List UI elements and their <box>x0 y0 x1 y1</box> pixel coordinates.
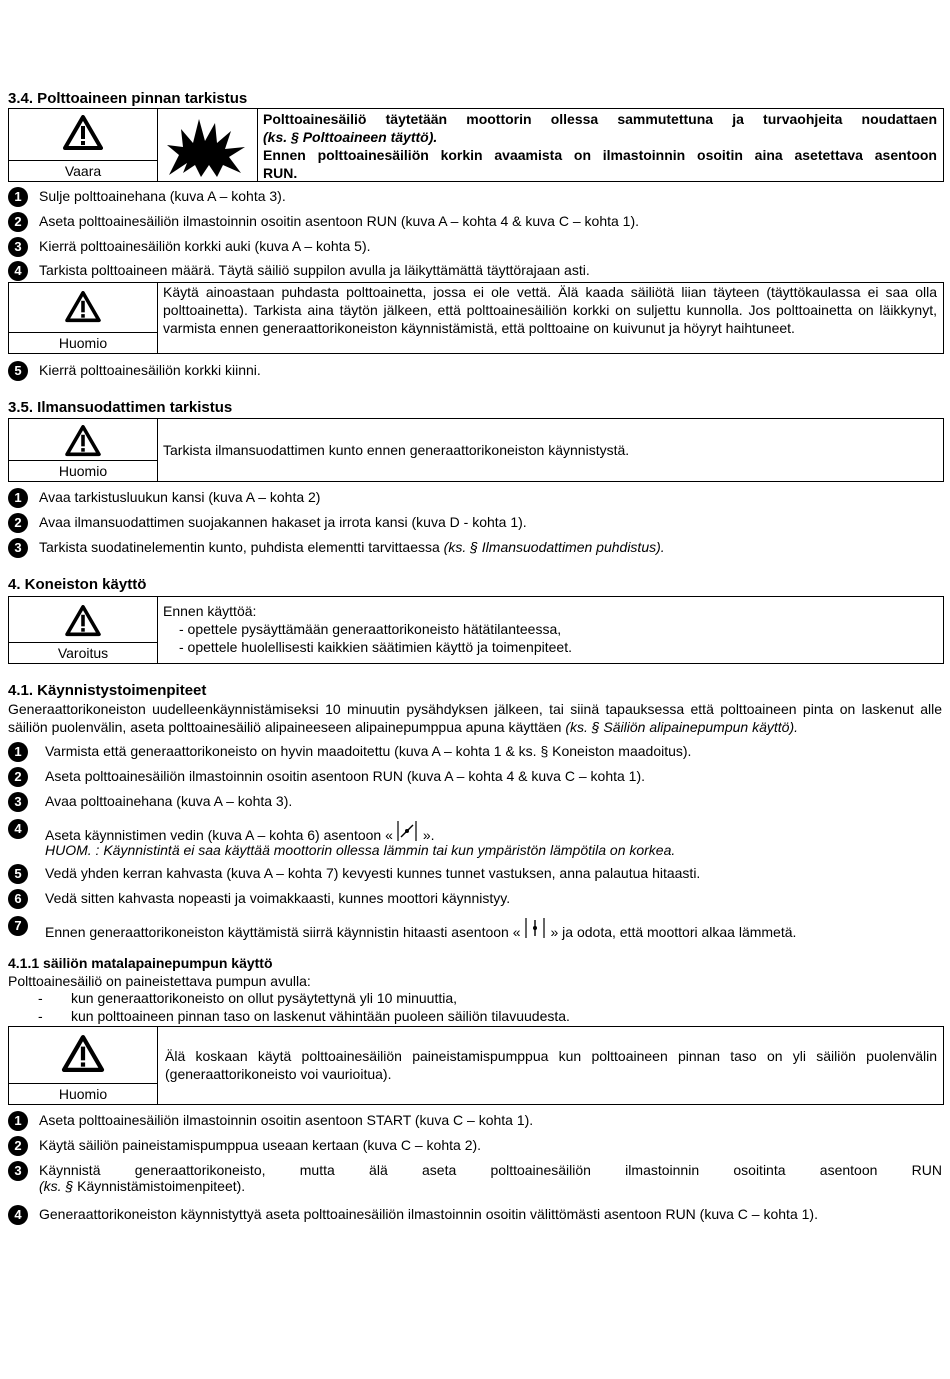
step-text: Avaa tarkistusluukun kansi (kuva A – kohta 2) <box>39 489 321 505</box>
step-text: Kierrä polttoainesäiliön korkki kiinni. <box>39 362 261 378</box>
step-text <box>45 820 942 858</box>
choke-closed-icon <box>396 820 420 842</box>
step-number: 5 <box>8 361 28 381</box>
intro-paragraph <box>8 700 942 736</box>
list-item <box>8 538 942 558</box>
note-box <box>8 282 944 354</box>
step-text: Aseta polttoainesäiliön ilmastoinnin osoitin asentoon RUN (kuva A – kohta 4 & kuva C – kohta 1). <box>39 213 640 229</box>
explosion-icon <box>165 115 249 177</box>
step-number: 2 <box>8 513 28 533</box>
warning-item: - opettele pysäyttämään generaattorikoneisto hätätilanteessa, <box>179 621 562 637</box>
warning-box <box>8 596 944 664</box>
note-icon-cell <box>9 283 158 353</box>
warning-item: - opettele huolellisesti kaikkien säätimien käyttö ja toimenpiteet. <box>179 639 572 655</box>
list-item <box>8 361 942 381</box>
step-text: Tarkista polttoaineen määrä. Täytä säiliö suppilon avulla ja läikyttämättä täyttörajaan asti. <box>39 262 590 278</box>
step-text: Generaattorikoneiston käynnistyttyä aseta polttoainesäiliön ilmastoinnin osoitin välittömästi asentoon RUN (kuva C – kohta 1). <box>39 1206 818 1222</box>
step-text: Käytä säiliön paineistamispumppua useaan kertaan (kuva C – kohta 2). <box>39 1137 482 1153</box>
intro-text: Generaattorikoneiston uudelleenkäynnistämiseksi 10 minuutin pysähdyksen jälkeen, tai siinä tapauksessa että polttoaineen pinta on laskenut alle säiliön puolenvälin, aseta polttoainesäiliö alipaineeseen alipainepumppua apuna käyttäen <box>8 701 942 735</box>
section-heading-3-4: 3.4. Polttoaineen pinnan tarkistus <box>8 90 248 107</box>
intro-ref: (ks. § Säiliön alipainepumpun käyttö). <box>565 719 798 735</box>
section-heading-4-1-1: 4.1.1 säiliön matalapainepumpun käyttö <box>8 955 273 971</box>
note-text: Käytä ainoastaan puhdasta polttoainetta, jossa ei ole vettä. Älä kaada säiliötä liian täyteen (täyttökaulassa ei saa olla polttoainetta). Tarkista aina täytön jälkeen, että polttoainesäiliön korkki on suljettu kunnolla. Jos polttoainetta on läikkynyt, varmista ennen generaattorikoneiston käynnistämistä, että polttoaine on kuivunut ja höyryt haihtuneet. <box>163 284 937 336</box>
note-text: Älä koskaan käytä polttoainesäiliön paineistamispumppua kun polttoaineen pinnan taso on yli säiliön puolenvälin (generaattorikoneisto voi vaurioitua). <box>165 1048 937 1082</box>
step-number: 2 <box>8 1136 28 1156</box>
list-item <box>8 212 942 232</box>
danger-text-line-1: Polttoainesäiliö täytetään moottorin ollessa sammutettuna ja turvaohjeita noudattaen <box>263 111 937 127</box>
warning-label: Varoitus <box>9 642 157 663</box>
step-text: Vedä yhden kerran kahvasta (kuva A – kohta 7) kevyesti kunnes tunnet vastuksen, anna palautua hitaasti. <box>45 865 701 881</box>
step-text <box>45 917 942 940</box>
section-heading-3-5: 3.5. Ilmansuodattimen tarkistus <box>8 399 233 416</box>
note-text: Tarkista ilmansuodattimen kunto ennen generaattorikoneiston käynnistystä. <box>163 442 630 458</box>
danger-box <box>8 108 944 182</box>
bullet-dash: - <box>38 990 43 1006</box>
note-label: Huomio <box>9 460 157 481</box>
step-text-b: ». <box>422 827 435 843</box>
list-item <box>8 187 942 207</box>
list-item <box>8 819 942 859</box>
danger-label: Vaara <box>9 160 157 181</box>
list-item <box>8 792 942 812</box>
step-number: 3 <box>8 237 28 257</box>
step-text: Avaa ilmansuodattimen suojakannen hakaset ja irrota kansi (kuva D - kohta 1). <box>39 514 527 530</box>
warning-icon-cell <box>9 597 158 663</box>
step-number: 1 <box>8 488 28 508</box>
bullet-text: kun polttoaineen pinnan taso on laskenut vähintään puoleen säiliön tilavuudesta. <box>71 1008 570 1024</box>
step-text <box>39 1162 942 1194</box>
warning-intro: Ennen käyttöä: <box>163 603 257 619</box>
step-number: 1 <box>8 742 28 762</box>
step-text-a: Ennen generaattorikoneiston käyttämistä siirrä käynnistin hitaasti asentoon « <box>45 924 521 940</box>
warning-triangle-icon <box>64 291 102 323</box>
list-item <box>8 767 942 787</box>
step-text: Varmista että generaattorikoneisto on hyvin maadoitettu (kuva A – kohta 1 & ks. § Koneiston maadoitus). <box>45 743 692 759</box>
step-text <box>39 539 942 555</box>
step-text: Sulje polttoainehana (kuva A – kohta 3). <box>39 188 286 204</box>
step-number: 7 <box>8 916 28 936</box>
step-number: 6 <box>8 889 28 909</box>
section-heading-4-1: 4.1. Käynnistystoimenpiteet <box>8 682 207 699</box>
step-text-plain: Tarkista suodatinelementin kunto, puhdista elementti tarvittaessa <box>39 539 444 555</box>
note-box <box>8 1026 944 1105</box>
step-text-line-1: Käynnistä generaattorikoneisto, mutta älä aseta polttoainesäiliön ilmastoinnin osoitinta asentoon RUN <box>39 1162 942 1178</box>
list-item <box>8 1111 942 1131</box>
choke-open-icon <box>524 917 548 939</box>
step-text-line-2 <box>39 1178 942 1194</box>
danger-text-line-2: (ks. § Polttoaineen täyttö). <box>263 129 438 145</box>
list-item <box>8 742 942 762</box>
step-number: 4 <box>8 261 28 281</box>
note-label: Huomio <box>9 1083 157 1104</box>
step-number: 2 <box>8 212 28 232</box>
step-number: 2 <box>8 767 28 787</box>
list-item <box>8 488 942 508</box>
bullet-text: kun generaattorikoneisto on ollut pysäytettynä yli 10 minuuttia, <box>71 990 458 1006</box>
step-number: 1 <box>8 1111 28 1131</box>
note-icon-cell <box>9 419 158 481</box>
intro-paragraph: Polttoainesäiliö on paineistettava pumpun avulla: <box>8 973 311 989</box>
step-text-ref-title: Käynnistämistoimenpiteet). <box>73 1178 246 1194</box>
danger-text-line-4: RUN. <box>263 165 298 181</box>
step-text: Kierrä polttoainesäiliön korkki auki (kuva A – kohta 5). <box>39 238 371 254</box>
warning-triangle-icon <box>61 1035 105 1073</box>
list-item <box>8 1161 942 1201</box>
step-note: HUOM. : Käynnistintä ei saa käyttää moottorin ollessa lämmin tai kun ympäristön lämpötila on korkea. <box>45 842 676 858</box>
list-item <box>8 1205 942 1225</box>
warning-triangle-icon <box>64 605 102 637</box>
step-number: 5 <box>8 864 28 884</box>
step-text: Avaa polttoainehana (kuva A – kohta 3). <box>45 793 293 809</box>
step-text: Aseta polttoainesäiliön ilmastoinnin osoitin asentoon START (kuva C – kohta 1). <box>39 1112 534 1128</box>
step-text-ref: (ks. § <box>39 1178 74 1194</box>
step-number: 1 <box>8 187 28 207</box>
danger-text <box>257 109 943 181</box>
list-item <box>8 864 942 884</box>
list-item <box>8 237 942 257</box>
bullet-dash: - <box>38 1008 43 1024</box>
step-text: Vedä sitten kahvasta nopeasti ja voimakkaasti, kunnes moottori käynnistyy. <box>45 890 511 906</box>
step-number: 4 <box>8 1205 28 1225</box>
step-number: 3 <box>8 1161 28 1181</box>
list-item <box>8 513 942 533</box>
step-text-ref: (ks. § Ilmansuodattimen puhdistus). <box>443 539 665 555</box>
explosion-icon-cell <box>157 109 258 181</box>
warning-text <box>157 597 943 663</box>
warning-triangle-icon <box>64 425 102 457</box>
list-item <box>8 1136 942 1156</box>
step-text-a: Aseta käynnistimen vedin (kuva A – kohta 6) asentoon « <box>45 827 393 843</box>
list-item <box>8 916 942 940</box>
danger-text-line-3: Ennen polttoainesäiliön korkin avaamista on ilmastoinnin osoitin aina asetettava asentoon <box>263 147 937 163</box>
note-label: Huomio <box>9 332 157 353</box>
step-text: Aseta polttoainesäiliön ilmastoinnin osoitin asentoon RUN (kuva A – kohta 4 & kuva C – kohta 1). <box>45 768 646 784</box>
step-number: 3 <box>8 538 28 558</box>
step-number: 4 <box>8 819 28 839</box>
warning-triangle-icon <box>63 115 103 151</box>
note-icon-cell <box>9 1027 158 1104</box>
list-item <box>8 889 942 909</box>
step-number: 3 <box>8 792 28 812</box>
step-text-b: » ja odota, että moottori alkaa lämmetä. <box>550 924 797 940</box>
note-box <box>8 418 944 482</box>
danger-icon-cell <box>9 109 158 181</box>
section-heading-4: 4. Koneiston käyttö <box>8 576 147 593</box>
list-item <box>8 261 942 281</box>
